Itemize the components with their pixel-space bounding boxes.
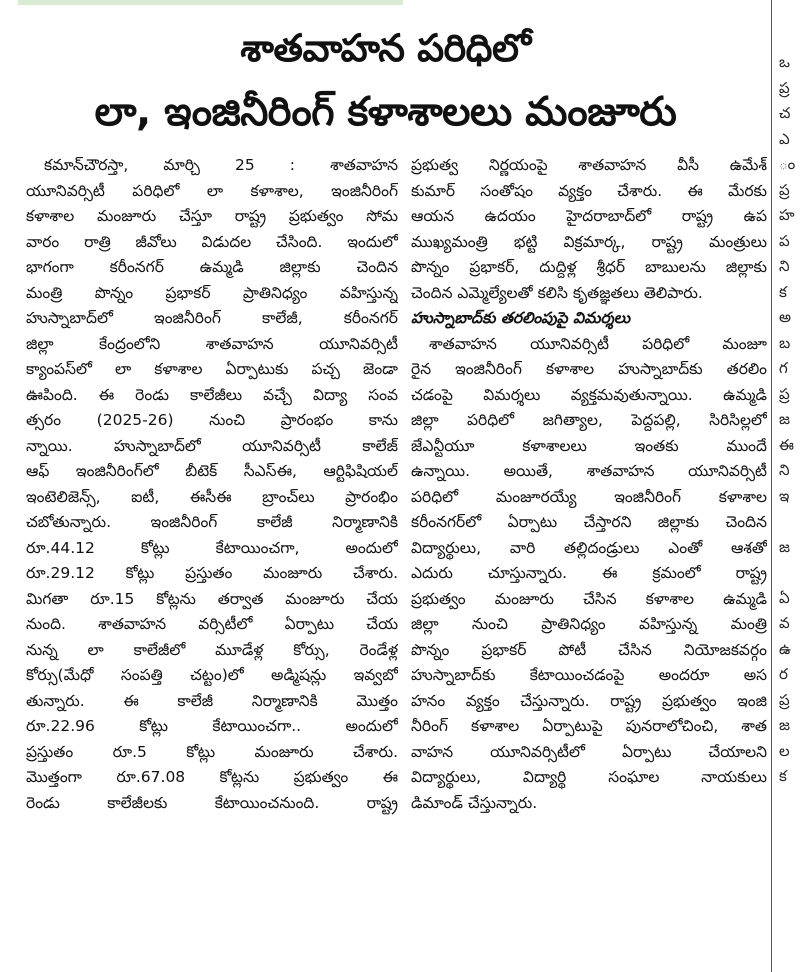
text-line: కోర్సు(మేధో సంపత్తి చట్టం)లో అడ్మిషన్లు ఇవ్వబో: [26, 666, 398, 684]
fragment-line: ల: [779, 741, 790, 760]
fragment-line: క: [779, 282, 787, 301]
text-line: ఆయన ఉదయం హైదరాబాద్‌లో రాష్ట్ర ఉప: [411, 207, 767, 225]
fragment-line: ప్ర: [779, 78, 790, 97]
fragment-line: జ: [779, 537, 790, 556]
text-line: నున్న లా కాలేజీలో మూడేళ్ల కోర్సు, రెండేళ్ల: [26, 640, 398, 659]
text-line: ప్రభుత్వం మంజూరు చేసిన కళాశాల ఉమ్మడి: [411, 589, 767, 608]
text-line: ఎదురు చూస్తున్నారు. ఈ క్రమంలో రాష్ట్ర: [411, 564, 767, 582]
text-line: హనం వ్యక్తం చేస్తున్నారు. రాష్ట్ర ప్రభుత్వం ఇంజి: [411, 691, 767, 710]
fragment-line: [779, 560, 800, 586]
text-line: ఆఫ్ ఇంజినీరింగ్‌లో బీటెక్ సీఎస్ఈ, ఆర్టిఫిషియల్: [26, 462, 398, 480]
text-line: రూ.22.96 కోట్లు కేటాయించగా.. అందులో: [26, 717, 398, 735]
fragment-line: జ: [779, 410, 790, 428]
column-2-body-continued: [411, 332, 767, 817]
text-line: చెందిన ఎమ్మెల్యేలతో కలిసి కృతజ్ఞతలు తెలిపారు.: [411, 283, 703, 302]
text-line: ప్రస్తుతం రూ.5 కోట్లు మంజూరు చేశారు.: [26, 742, 398, 761]
fragment-line: హ: [779, 206, 795, 224]
text-line: త్సరం (2025-26) నుంచి ప్రారంభం కాను: [26, 411, 398, 429]
text-line: ఉన్నాయి. అయితే, శాతవాహన యూనివర్సిటీ: [411, 462, 767, 480]
text-line: భాగంగా కరీంనగర్ ఉమ్మడి జిల్లాకు చెందిన: [26, 258, 398, 276]
fragment-line: ప్ర: [779, 384, 790, 403]
text-line: మిగతా రూ.15 కోట్లను తర్వాత మంజూరు చేయ: [26, 589, 398, 608]
text-line: న్నాయి. హుస్నాబాద్‌లో యూనివర్సిటీ కాలేజ్: [26, 436, 398, 455]
text-line: చబోతున్నారు. ఇంజినీరింగ్ కాలేజీ నిర్మాణానికి: [26, 513, 398, 531]
text-line: కరీంనగర్‌లో ఏర్పాటు చేస్తారని జిల్లాకు చెందిన: [411, 513, 767, 531]
fragment-line: ఏ: [779, 588, 790, 607]
text-line: డిమాండ్ చేస్తున్నారు.: [411, 793, 538, 812]
article-column-2: [411, 153, 767, 816]
text-line: వాహన యూనివర్సిటీలో ఏర్పాటు చేయాలని: [411, 742, 767, 761]
fragment-line: [779, 509, 800, 535]
text-line: విద్యార్థులు, విద్యార్థి సంఘాల నాయకులు: [411, 768, 767, 786]
fragment-line: గ: [779, 359, 788, 377]
text-line: జిల్లా నుంచి ప్రాతినిధ్యం వహిస్తున్న మంత్రి: [411, 615, 767, 633]
fragment-line: ప్ర: [779, 690, 790, 709]
text-line: పొన్నం ప్రభాకర్ పోటీ చేసిన నియోజకవర్గం: [411, 640, 767, 659]
text-line: యూనివర్సిటీ పరిధిలో లా కళాశాల, ఇంజినీరింగ్: [26, 181, 398, 200]
article-column-1: [26, 153, 398, 816]
fragment-line: ప: [779, 231, 790, 250]
text-line: వారం రాత్రి జీవోలు విడుదల చేసింది. ఇందులో: [26, 232, 398, 251]
text-line: పొన్నం ప్రభాకర్, దుద్దిళ్ల శ్రీధర్ బాబులను జిల్లాకు: [411, 258, 767, 276]
fragment-line: ఈ: [779, 435, 794, 454]
text-line: జిల్లా కేంద్రంలోని శాతవాహన యూనివర్సిటీ: [26, 334, 398, 353]
text-line: నీరింగ్ కళాశాల ఏర్పాటుపై పునరాలోచించి, శాత: [411, 717, 767, 735]
text-line: కమాన్‌చౌరస్తా, మార్చి 25 : శాతవాహన: [44, 156, 398, 174]
text-line: రెండు కాలేజీలకు కేటాయించనుంది. రాష్ట్ర: [26, 793, 398, 812]
text-line: విద్యార్థులు, వారి తల్లిదండ్రులు ఎంతో ఆశతో: [411, 538, 767, 557]
text-line: పరిధిలో మంజూరయ్యే ఇంజినీరింగ్ కళాశాల: [411, 487, 767, 506]
text-line: ముఖ్యమంత్రి భట్టి విక్రమార్క, రాష్ట్ర మంత్రులు: [411, 232, 767, 251]
fragment-line: వ: [779, 614, 790, 632]
text-line: నుంది. శాతవాహన వర్సిటీలో ఏర్పాటు చేయ: [26, 615, 398, 633]
text-line: రూ.44.12 కోట్లు కేటాయించగా, అందులో: [26, 538, 398, 557]
fragment-line: ఒ: [779, 53, 790, 71]
text-line: ప్రభుత్వ నిర్ణయంపై శాతవాహన వీసీ ఉమేశ్: [411, 156, 767, 174]
column-2-body: [411, 153, 767, 306]
fragment-line: బ: [779, 333, 791, 352]
fragment-line: ని: [779, 461, 790, 479]
text-line: కళాశాల మంజూరు చేస్తూ రాష్ట్ర ప్రభుత్వం సోమ: [26, 207, 398, 225]
text-line: ఇంటెలిజెన్స్, ఐటీ, ఈసీఈ బ్రాంచ్‌లు ప్రారంభిం: [26, 487, 398, 506]
text-line: శాతవాహన యూనివర్సిటీ పరిధిలో మంజూ: [429, 334, 767, 353]
top-color-strip: [18, 0, 403, 5]
fragment-line: ర: [779, 665, 788, 683]
text-line: జేఎన్టీయూ కళాశాలలు ఇంతకు ముందే: [411, 436, 767, 455]
text-line: తున్నారు. ఈ కాలేజీ నిర్మాణానికి మొత్తం: [26, 691, 398, 710]
headline-line-1: శాతవాహన పరిధిలో: [240, 26, 531, 70]
fragment-line: ఎ: [779, 129, 790, 148]
fragment-line: ఉ: [779, 639, 791, 658]
fragment-line: ఇ: [779, 486, 790, 505]
text-line: మంత్రి పొన్నం ప్రభాకర్ ప్రాతినిధ్యం వహిస్తున్న: [26, 283, 398, 302]
text-line: రూ.29.12 కోట్లు ప్రస్తుతం మంజూరు చేశారు.: [26, 564, 398, 582]
fragment-line: ని: [779, 257, 790, 275]
fragment-line: క: [779, 767, 787, 785]
text-line: ఊపింది. ఈ రెండు కాలేజీలు వచ్చే విద్యా సంవ: [26, 385, 398, 404]
headline-line-2: లా, ఇంజినీరింగ్ కళాశాలలు మంజూరు: [94, 89, 677, 135]
fragment-line: ప్ర: [779, 180, 790, 199]
text-line: హుస్నాబాద్‌లో ఇంజినీరింగ్ కాలేజీ, కరీంనగర్: [26, 309, 398, 327]
column-divider: [771, 0, 772, 972]
text-line: కుమార్ సంతోషం వ్యక్తం చేశారు. ఈ మేరకు: [411, 181, 767, 200]
text-line: జిల్లా పరిధిలో జగిత్యాల, పెద్దపల్లి, సిరిసిల్లలో: [411, 411, 767, 429]
subheading: హుస్నాబాద్‌కు తరలింపుపై విమర్శలు: [411, 309, 631, 327]
text-line: హుస్నాబాద్‌కు కేటాయించడంపై అందరూ అస: [411, 666, 767, 684]
text-line: మొత్తంగా రూ.67.08 కోట్లను ప్రభుత్వం ఈ: [26, 768, 398, 786]
fragment-line: జ: [779, 716, 790, 734]
text-line: క్యాంపస్‌లో లా కళాశాల ఏర్పాటుకు పచ్చ జెండా: [26, 360, 398, 378]
text-line: చడంపై విమర్శలు వ్యక్తమవుతున్నాయి. ఉమ్మడి: [411, 385, 767, 404]
adjacent-article-fragment: [779, 50, 800, 910]
fragment-line: అ: [779, 308, 792, 326]
fragment-line: చ: [779, 104, 791, 122]
fragment-line: ం: [779, 155, 796, 173]
text-line: రైన ఇంజినీరింగ్ కళాశాల హుస్నాబాద్‌కు తరలిం: [411, 360, 767, 378]
